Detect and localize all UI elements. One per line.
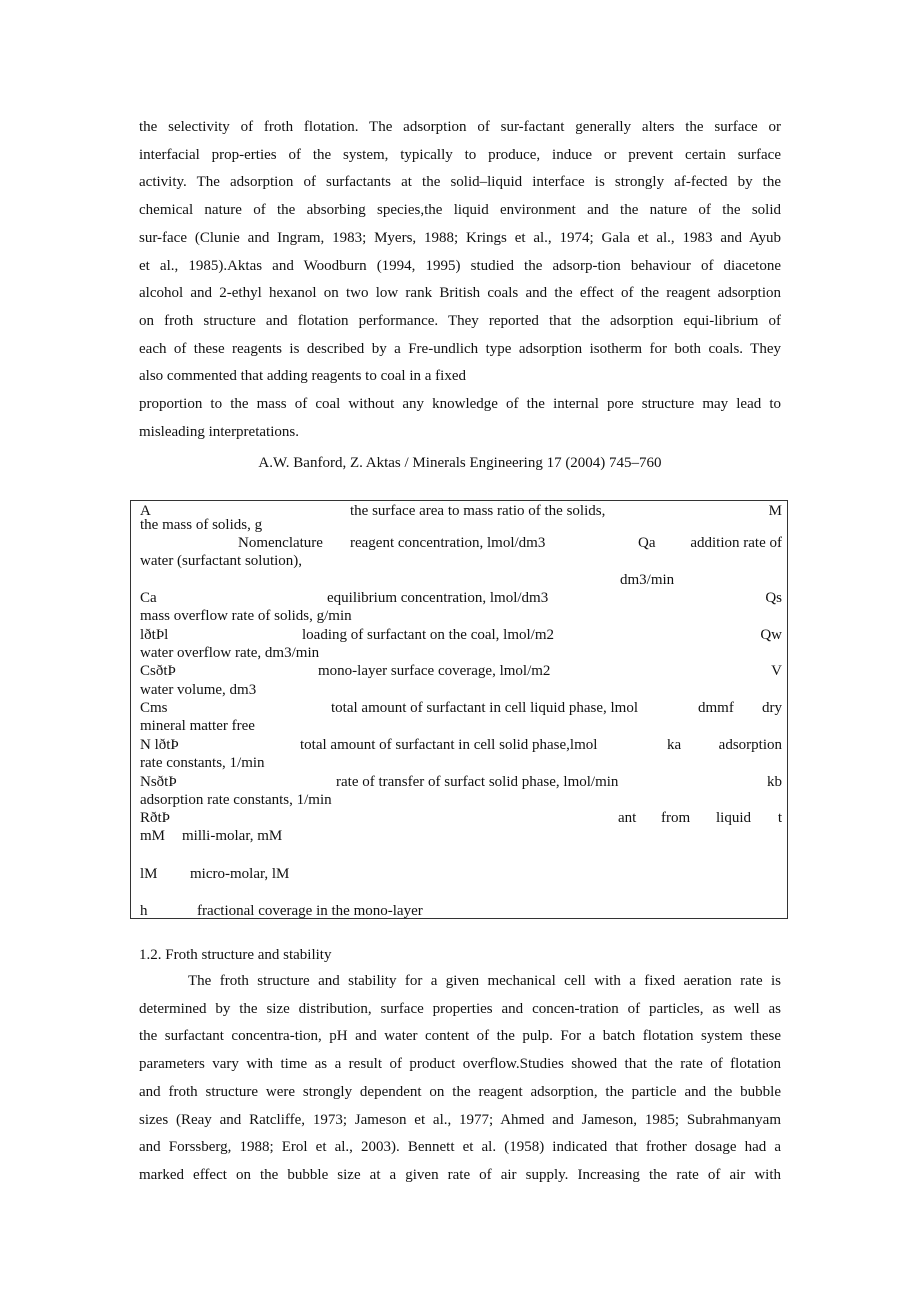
definition: loading of surfactant on the coal, lmol/m2 xyxy=(302,627,555,643)
text-line: also commented that adding reagents to coal in a fixed xyxy=(139,368,466,385)
text-line: parameters vary with time as a result of product overflow.Studies showed that the rate of flotation xyxy=(139,1056,781,1073)
text-line: the selectivity of froth flotation. The adsorption of sur-factant generally alters the surface or xyxy=(139,119,781,135)
text-line: on froth structure and flotation performance. They reported that the adsorption equi-librium of xyxy=(139,312,781,329)
section-heading: 1.2. Froth structure and stability xyxy=(139,947,332,963)
text-line: activity. The adsorption of surfactants at the solid–liquid interface is strongly af-fected by the xyxy=(139,174,781,191)
definition: rate of transfer of surfact solid phase, lmol/min xyxy=(336,774,619,790)
definition: total amount of surfactant in cell liquid phase, lmol xyxy=(331,700,639,716)
definition: liquid xyxy=(716,810,752,826)
froth-paragraph xyxy=(139,968,781,1190)
symbol: Qs xyxy=(765,590,782,606)
definition: reagent concentration, lmol/dm3 xyxy=(350,535,546,551)
definition: equilibrium concentration, lmol/dm3 xyxy=(327,590,549,606)
symbol: Qa xyxy=(638,535,656,551)
text-line: proportion to the mass of coal without any knowledge of the internal pore structure may lead to xyxy=(139,396,781,413)
definition: ant xyxy=(618,810,637,826)
symbol: ka xyxy=(667,737,682,753)
symbol: Ca xyxy=(140,590,157,606)
symbol: Qw xyxy=(760,627,782,643)
text-line: determined by the size distribution, surface properties and concen-tration of particles, as well as xyxy=(139,1000,781,1017)
definition: milli-molar, mM xyxy=(182,828,283,844)
definition: adsorption xyxy=(718,737,782,753)
text-line: alcohol and 2-ethyl hexanol on two low rank British coals and the effect of the reagent adsorption xyxy=(139,285,781,302)
text-line: interfacial prop-erties of the system, typically to produce, induce or prevent certain surface xyxy=(139,146,781,163)
definition: dry xyxy=(762,700,782,716)
nomenclature-box xyxy=(130,500,788,919)
definition: micro-molar, lM xyxy=(190,866,290,882)
symbol: mM xyxy=(140,828,166,844)
symbol: NsðtÞ xyxy=(140,774,177,790)
definition: dm3/min xyxy=(620,572,675,588)
text-line: misleading interpretations. xyxy=(139,423,299,440)
definition: water volume, dm3 xyxy=(140,682,257,698)
text-line: marked effect on the bubble size at a given rate of air supply. Increasing the rate of air with xyxy=(139,1166,781,1183)
text-line: sur-face (Clunie and Ingram, 1983; Myers, 1988; Krings et al., 1974; Gala et al., 1983 and Ayub xyxy=(139,229,781,246)
definition: addition rate of xyxy=(690,535,782,551)
symbol: h xyxy=(140,903,148,919)
text-line: each of these reagents is described by a Fre-undlich type adsorption isotherm for both coals. They xyxy=(139,340,781,357)
definition: mono-layer surface coverage, lmol/m2 xyxy=(318,663,551,679)
text-line: and froth structure were strongly dependent on the reagent adsorption, the particle and the bubble xyxy=(139,1083,781,1100)
symbol: M xyxy=(768,503,782,519)
definition: total amount of surfactant in cell solid phase,lmol xyxy=(300,737,598,753)
definition: fractional coverage in the mono-layer xyxy=(197,903,423,919)
text-line: sizes (Reay and Ratcliffe, 1973; Jameson et al., 1977; Ahmed and Jameson, 1985; Subrahmanyam xyxy=(139,1111,781,1128)
symbol: lðtÞl xyxy=(140,627,169,643)
text-line: chemical nature of the absorbing species,the liquid environment and the nature of the solid xyxy=(139,202,781,219)
definition: the surface area to mass ratio of the solids, xyxy=(350,503,606,519)
definition: mass overflow rate of solids, g/min xyxy=(140,608,352,624)
definition: adsorption rate constants, 1/min xyxy=(140,792,332,808)
intro-paragraph xyxy=(139,114,781,446)
symbol: RðtÞ xyxy=(140,810,171,826)
definition: mineral matter free xyxy=(140,718,255,734)
text-line: and Forssberg, 1988; Erol et al., 2003). Bennett et al. (1958) indicated that frother dosage had a xyxy=(139,1139,781,1156)
text-line: the surfactant concentra-tion, pH and water content of the pulp. For a batch flotation system these xyxy=(139,1028,781,1045)
symbol: kb xyxy=(767,774,782,790)
definition: t xyxy=(777,810,782,826)
text-line: et al., 1985).Aktas and Woodburn (1994, 1995) studied the adsorp-tion behaviour of diacetone xyxy=(139,257,781,274)
definition: from xyxy=(661,810,691,826)
symbol: Cms xyxy=(140,700,168,716)
definition: water overflow rate, dm3/min xyxy=(140,645,320,661)
symbol: V xyxy=(771,663,782,679)
journal-reference: A.W. Banford, Z. Aktas / Minerals Engineering 17 (2004) 745–760 xyxy=(258,455,662,471)
definition: water (surfactant solution), xyxy=(140,553,303,569)
symbol: CsðtÞ xyxy=(140,663,176,679)
text-line: The froth structure and stability for a given mechanical cell with a fixed aeration rate is xyxy=(188,973,781,989)
symbol: A xyxy=(140,503,151,519)
symbol: N lðtÞ xyxy=(140,737,179,753)
definition: rate constants, 1/min xyxy=(140,755,265,771)
symbol: dmmf xyxy=(698,700,734,716)
definition: the mass of solids, g xyxy=(140,517,263,533)
symbol: lM xyxy=(140,866,158,882)
box-title: Nomenclature xyxy=(238,535,323,551)
